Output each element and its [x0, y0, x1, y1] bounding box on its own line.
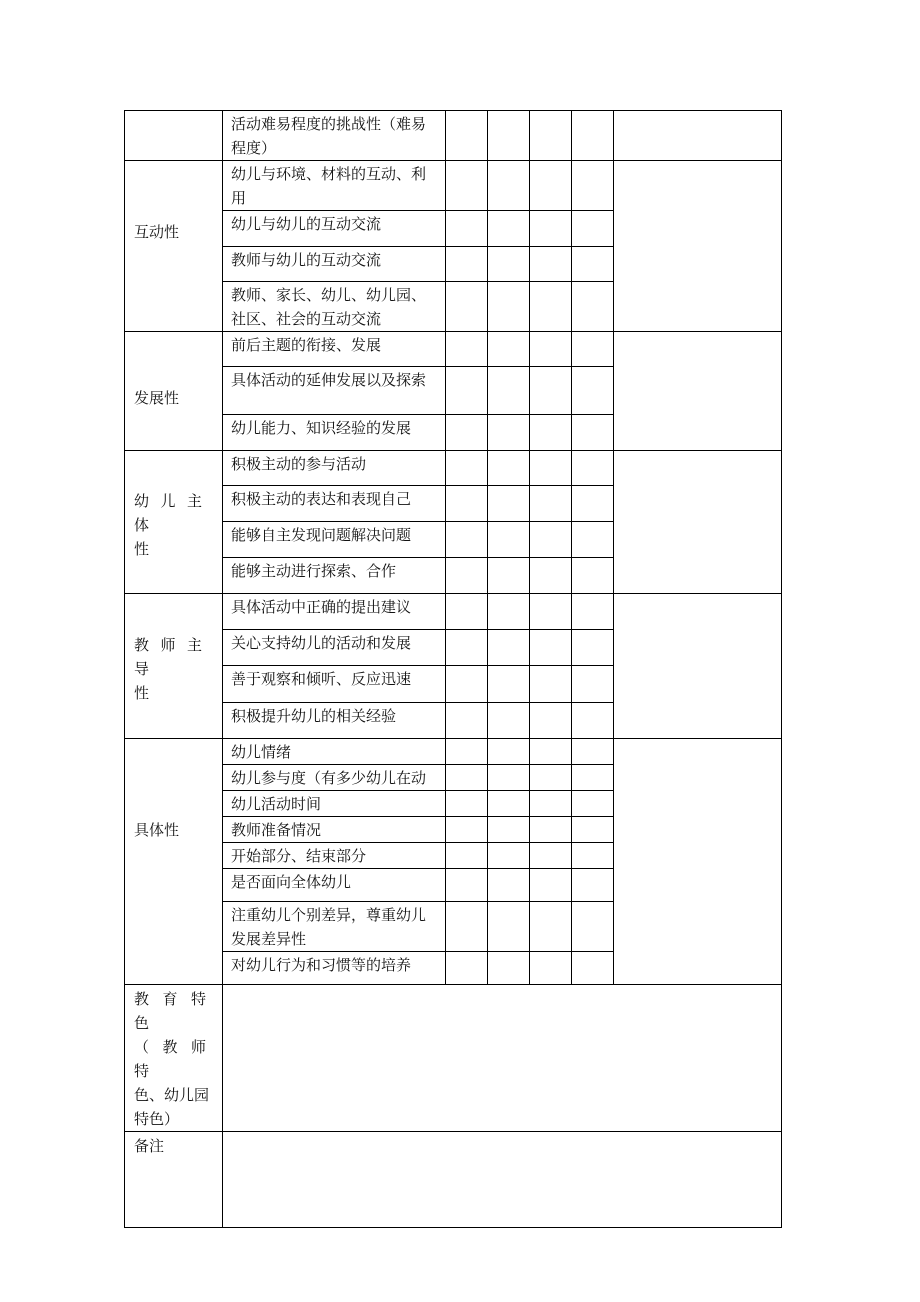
score-cell[interactable] — [572, 843, 614, 869]
score-cell[interactable] — [572, 415, 614, 451]
score-cell[interactable] — [488, 739, 530, 765]
item-cell: 能够自主发现问题解决问题 — [223, 522, 446, 558]
score-cell[interactable] — [488, 415, 530, 451]
item-cell: 积极主动的参与活动 — [223, 451, 446, 486]
category-label: 备注 — [134, 1137, 165, 1155]
score-cell[interactable] — [572, 486, 614, 522]
score-cell[interactable] — [446, 415, 488, 451]
evaluation-table — [124, 110, 782, 1228]
table-row — [125, 111, 782, 161]
table-row — [125, 332, 782, 367]
score-cell[interactable] — [446, 952, 488, 985]
score-cell[interactable] — [530, 558, 572, 594]
table-row — [125, 985, 782, 1132]
category-juti — [125, 739, 223, 985]
score-cell[interactable] — [530, 161, 572, 211]
score-cell[interactable] — [572, 791, 614, 817]
item-cell: 能够主动进行探索、合作 — [223, 558, 446, 594]
score-cell[interactable] — [446, 161, 488, 211]
score-cell[interactable] — [488, 817, 530, 843]
item-cell: 积极提升幼儿的相关经验 — [223, 703, 446, 739]
table-row — [125, 1132, 782, 1228]
score-cell[interactable] — [530, 486, 572, 522]
item-cell: 教师准备情况 — [223, 817, 446, 843]
score-cell[interactable] — [530, 367, 572, 415]
score-cell[interactable] — [572, 367, 614, 415]
score-cell[interactable] — [530, 522, 572, 558]
score-cell[interactable] — [488, 791, 530, 817]
score-cell[interactable] — [488, 247, 530, 282]
score-cell[interactable] — [530, 594, 572, 630]
score-cell[interactable] — [572, 332, 614, 367]
category-fazhan — [125, 332, 223, 451]
score-cell[interactable] — [488, 558, 530, 594]
item-cell: 具体活动中正确的提出建议 — [223, 594, 446, 630]
score-cell[interactable] — [572, 765, 614, 791]
score-cell[interactable] — [530, 703, 572, 739]
item-cell: 教师、家长、幼儿、幼儿园、社区、社会的互动交流 — [223, 282, 446, 332]
table-row — [125, 594, 782, 630]
item-cell: 幼儿情绪 — [223, 739, 446, 765]
score-cell[interactable] — [488, 843, 530, 869]
score-cell[interactable] — [446, 703, 488, 739]
category-label: 幼儿主体 — [134, 492, 213, 534]
score-cell[interactable] — [446, 247, 488, 282]
score-cell[interactable] — [446, 594, 488, 630]
score-cell[interactable] — [446, 367, 488, 415]
score-cell[interactable] — [572, 161, 614, 211]
category-jiaoyu-tese — [125, 985, 223, 1132]
score-cell[interactable] — [446, 791, 488, 817]
score-cell[interactable] — [488, 594, 530, 630]
score-cell[interactable] — [446, 522, 488, 558]
score-cell[interactable] — [572, 522, 614, 558]
item-cell: 活动难易程度的挑战性（难易程度） — [223, 111, 446, 161]
item-cell: 注重幼儿个别差异，尊重幼儿发展差异性 — [223, 902, 446, 952]
score-cell[interactable] — [572, 594, 614, 630]
score-cell[interactable] — [572, 630, 614, 666]
remark-cell[interactable] — [614, 111, 782, 161]
category-label: （教师特 — [134, 1038, 213, 1080]
score-cell[interactable] — [530, 415, 572, 451]
score-cell[interactable] — [446, 869, 488, 902]
item-cell: 关心支持幼儿的活动和发展 — [223, 630, 446, 666]
score-cell[interactable] — [572, 952, 614, 985]
category-label: 发展性 — [134, 389, 180, 407]
score-cell[interactable] — [488, 451, 530, 486]
score-cell[interactable] — [572, 247, 614, 282]
score-cell[interactable] — [488, 952, 530, 985]
remark-cell[interactable] — [614, 739, 782, 985]
item-cell: 前后主题的衔接、发展 — [223, 332, 446, 367]
score-cell[interactable] — [530, 247, 572, 282]
score-cell[interactable] — [446, 817, 488, 843]
category-label: 特色） — [134, 1110, 180, 1128]
score-cell[interactable] — [572, 902, 614, 952]
score-cell[interactable] — [530, 630, 572, 666]
remark-cell[interactable] — [614, 161, 782, 332]
category-jiaoshi-zhudao — [125, 594, 223, 739]
score-cell[interactable] — [488, 869, 530, 902]
category-label: 性 — [134, 684, 150, 702]
score-cell[interactable] — [572, 211, 614, 247]
score-cell[interactable] — [488, 703, 530, 739]
remark-cell[interactable] — [614, 451, 782, 594]
item-cell: 具体活动的延伸发展以及探索 — [223, 367, 446, 415]
score-cell[interactable] — [446, 666, 488, 703]
category-label: 教师主导 — [134, 636, 213, 678]
score-cell[interactable] — [488, 902, 530, 952]
score-cell[interactable] — [446, 282, 488, 332]
score-cell[interactable] — [488, 765, 530, 791]
score-cell[interactable] — [530, 902, 572, 952]
tese-content-cell[interactable] — [223, 985, 782, 1132]
remark-cell[interactable] — [614, 594, 782, 739]
score-cell[interactable] — [446, 211, 488, 247]
beizhu-content-cell[interactable] — [223, 1132, 782, 1228]
score-cell[interactable] — [530, 817, 572, 843]
category-label: 性 — [134, 540, 150, 558]
score-cell[interactable] — [572, 111, 614, 161]
score-cell[interactable] — [530, 791, 572, 817]
score-cell[interactable] — [446, 332, 488, 367]
item-cell: 善于观察和倾听、反应迅速 — [223, 666, 446, 703]
category-beizhu — [125, 1132, 223, 1228]
score-cell[interactable] — [446, 451, 488, 486]
score-cell[interactable] — [488, 111, 530, 161]
score-cell[interactable] — [530, 111, 572, 161]
item-cell: 幼儿与幼儿的互动交流 — [223, 211, 446, 247]
score-cell[interactable] — [488, 666, 530, 703]
score-cell[interactable] — [572, 451, 614, 486]
item-cell: 幼儿与环境、材料的互动、利用 — [223, 161, 446, 211]
category-label: 色、幼儿园 — [134, 1086, 210, 1104]
score-cell[interactable] — [488, 332, 530, 367]
category-cell-empty — [125, 111, 223, 161]
category-label: 具体性 — [134, 820, 180, 839]
score-cell[interactable] — [488, 522, 530, 558]
score-cell[interactable] — [530, 843, 572, 869]
category-hudong — [125, 161, 223, 332]
table-row — [125, 451, 782, 486]
item-cell: 教师与幼儿的互动交流 — [223, 247, 446, 282]
score-cell[interactable] — [530, 869, 572, 902]
item-cell: 对幼儿行为和习惯等的培养 — [223, 952, 446, 985]
item-cell: 开始部分、结束部分 — [223, 843, 446, 869]
score-cell[interactable] — [488, 211, 530, 247]
score-cell[interactable] — [446, 111, 488, 161]
score-cell[interactable] — [530, 765, 572, 791]
score-cell[interactable] — [446, 558, 488, 594]
score-cell[interactable] — [488, 367, 530, 415]
score-cell[interactable] — [488, 161, 530, 211]
item-cell: 幼儿活动时间 — [223, 791, 446, 817]
score-cell[interactable] — [572, 739, 614, 765]
item-cell: 积极主动的表达和表现自己 — [223, 486, 446, 522]
score-cell[interactable] — [530, 739, 572, 765]
score-cell[interactable] — [530, 952, 572, 985]
score-cell[interactable] — [530, 451, 572, 486]
category-label: 教育特色 — [134, 990, 213, 1032]
category-youer-zhuti — [125, 451, 223, 594]
score-cell[interactable] — [530, 332, 572, 367]
remark-cell[interactable] — [614, 332, 782, 451]
score-cell[interactable] — [446, 630, 488, 666]
score-cell[interactable] — [488, 282, 530, 332]
category-label: 互动性 — [134, 223, 180, 241]
score-cell[interactable] — [530, 282, 572, 332]
score-cell[interactable] — [572, 666, 614, 703]
score-cell[interactable] — [446, 902, 488, 952]
score-cell[interactable] — [488, 630, 530, 666]
score-cell[interactable] — [530, 666, 572, 703]
item-cell: 幼儿参与度（有多少幼儿在动 — [223, 765, 446, 791]
score-cell[interactable] — [446, 486, 488, 522]
table-row — [125, 739, 782, 765]
score-cell[interactable] — [572, 817, 614, 843]
score-cell[interactable] — [572, 282, 614, 332]
score-cell[interactable] — [446, 739, 488, 765]
table-row — [125, 161, 782, 211]
score-cell[interactable] — [488, 486, 530, 522]
score-cell[interactable] — [572, 869, 614, 902]
item-cell: 幼儿能力、知识经验的发展 — [223, 415, 446, 451]
score-cell[interactable] — [446, 843, 488, 869]
score-cell[interactable] — [572, 558, 614, 594]
score-cell[interactable] — [530, 211, 572, 247]
score-cell[interactable] — [572, 703, 614, 739]
score-cell[interactable] — [446, 765, 488, 791]
item-cell: 是否面向全体幼儿 — [223, 869, 446, 902]
